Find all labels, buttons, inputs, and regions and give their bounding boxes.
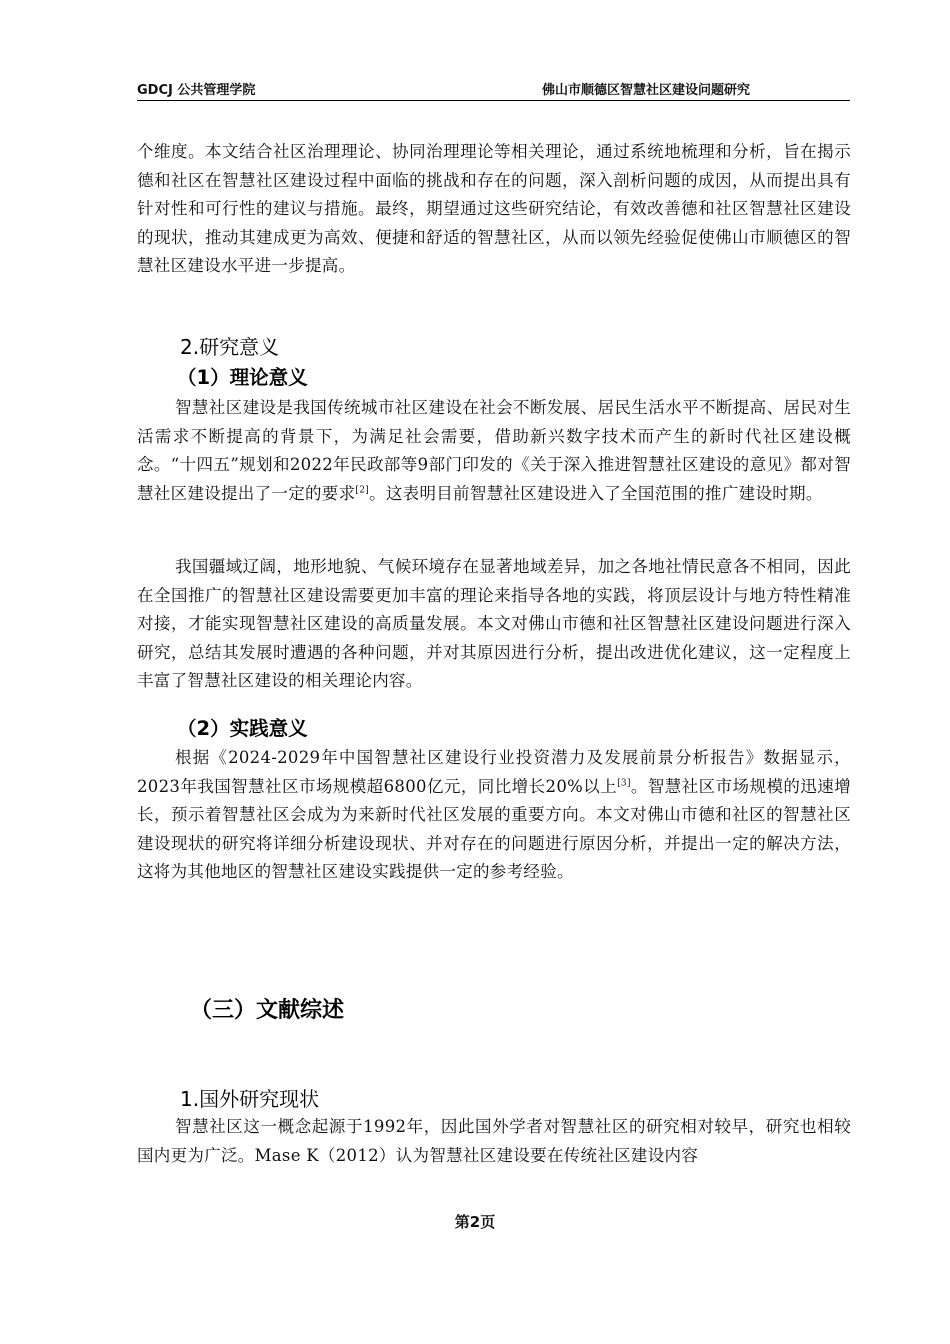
header-left-text: GDCJ 公共管理学院 [137, 83, 256, 98]
paragraph-theory-1-tail: 。这表明目前智慧社区建设进入了全国范围的推广建设时期。 [369, 483, 823, 503]
paragraph-intro-continuation: 个维度。本文结合社区治理理论、协同治理理论等相关理论，通过系统地梳理和分析，旨在揭示德和社区在智慧社区建设过程中面临的挑战和存在的问题，深入剖析问题的成因，从而提出具有针对性和可行性的建议与措施。最终，期望通过这些研究结论，有效改善德和社区智慧社区建设的现状，推动其建成更为高效、便捷和舒适的智慧社区，从而以领先经验促使佛山市顺德区的智慧社区建设水平进一步提高。 [137, 142, 851, 275]
paragraph-theory-1-text: 智慧社区建设是我国传统城市社区建设在社会不断发展、居民生活水平不断提高、居民对生活需求不断提高的背景下，为满足社会需要，借助新兴数字技术而产生的新时代社区建设概念。“十四五”规划和2022年民政部等9部门印发的《关于深入推进智慧社区建设的意见》都对智慧社区建设提出了一定的要求 [137, 398, 851, 503]
heading-literature-review: （三）文献综述 [190, 998, 345, 1023]
header-right-text: 佛山市顺德区智慧社区建设问题研究 [542, 83, 751, 98]
page-number: 第2页 [454, 1213, 496, 1231]
paragraph-theory-2: 我国疆域辽阔，地形地貌、气候环境存在显著地域差异，加之各地社情民意各不相同，因此在全国推广的智慧社区建设需要更加丰富的理论来指导各地的实践，将顶层设计与地方特性精准对接，才能实现智慧社区建设的高质量发展。本文对佛山市德和社区智慧社区建设问题进行深入研究，总结其发展时遭遇的各种问题，并对其原因进行分析，提出改进优化建议，这一定程度上丰富了智慧社区建设的相关理论内容。 [137, 557, 851, 690]
page-header [137, 76, 850, 101]
heading-theoretical-significance: （1）理论意义 [177, 366, 308, 389]
paragraph-foreign-research: 智慧社区这一概念起源于1992年，因此国外学者对智慧社区的研究相对较早，研究也相较国内更为广泛。Mase K（2012）认为智慧社区建设要在传统社区建设内容 [137, 1117, 851, 1165]
citation-3: [3] [617, 778, 631, 788]
paragraph-theory-1 [137, 394, 851, 508]
citation-2: [2] [355, 485, 370, 495]
paragraph-practice [137, 744, 851, 887]
paragraph-practice-text: 根据《2024-2029年中国智慧社区建设行业投资潜力及发展前景分析报告》数据显示，2023年我国智慧社区市场规模超6800亿元，同比增长20%以上 [137, 748, 851, 796]
heading-practical-significance: （2）实践意义 [177, 717, 308, 740]
heading-research-significance: 2.研究意义 [180, 335, 280, 359]
paragraph-practice-tail: 。智慧社区市场规模的迅速增长，预示着智慧社区会成为为来新时代社区发展的重要方向。本文对佛山市德和社区的智慧社区建设现状的研究将详细分析建设现状、并对存在的问题进行原因分析，并提出一定的解决方法，这将为其他地区的智慧社区建设实践提供一定的参考经验。 [137, 776, 851, 881]
heading-foreign-research: 1.国外研究现状 [180, 1087, 320, 1111]
